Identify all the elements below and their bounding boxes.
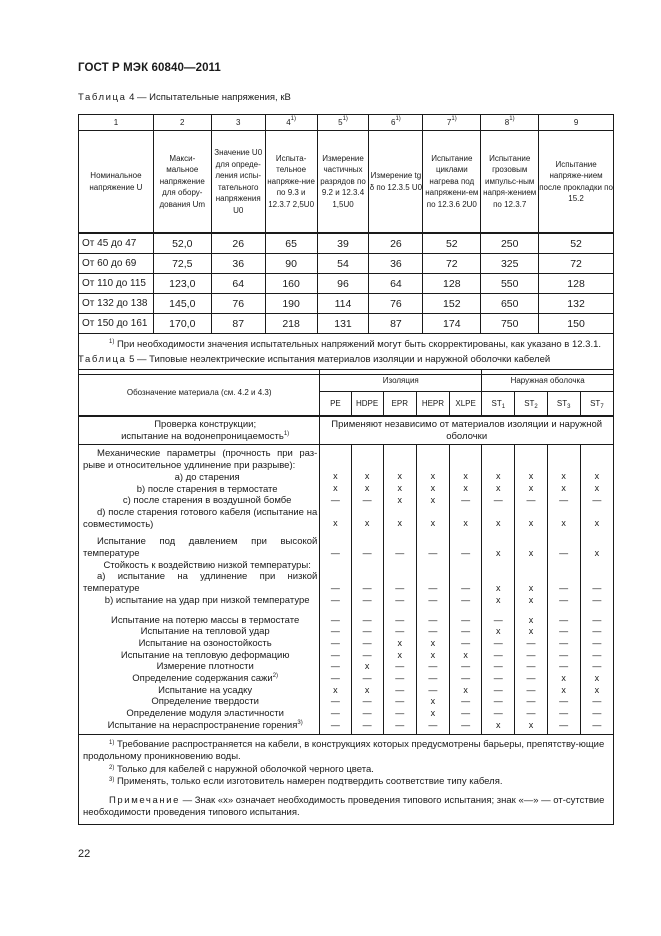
- table-row-construction: [79, 416, 614, 445]
- mark-col-xlpe: x x — x: [450, 445, 482, 532]
- table4-caption: [78, 92, 291, 103]
- header-test-voltage: Испыта-тельное напряже-ние по 9.3 и 12.3.7 2,5U0: [265, 131, 317, 234]
- header-tan-delta: Измерение tg δ по 12.3.5 U0: [369, 131, 423, 234]
- material-st2: $ST_2$: [515, 392, 547, 417]
- table5-caption-title: 5 — Типовые неэлектрические испытания материалов изоляции и наружной оболочки кабелей: [126, 354, 551, 365]
- table-row: От 132 до 138 145,0 76 190 114 76 152 650 132: [79, 294, 614, 314]
- material-pe: PE: [320, 392, 351, 417]
- row-label: Испытание под давлением при высокой температуре Стойкость к воздействию низкой температуры: a) испытание на удлинение при низкой температуре b) испытание на удар при низкой температуре: [79, 532, 320, 608]
- col-number: 2: [153, 115, 211, 131]
- table-row-pressure-lowtemp: Испытание под давлением при высокой температуре Стойкость к воздействию низкой температуры: a) испытание на удлинение при низкой температуре b) испытание на удар при низкой температуре — — — — — — — — — — — — — — — x x x x x x — — — x — —: [79, 532, 614, 608]
- mark-col-epr: x x x x: [383, 445, 416, 532]
- col-number: 5$^{1)}$: [317, 115, 369, 131]
- row-label: Испытание на потерю массы в термостате Испытание на тепловой удар Испытание на озоностойкость Испытание на тепловую деформацию Измерение плотности Определение содержания сажи$^{2)}$ Испытание на усадку Определение твердости Определение модуля эластичности Испытание на нераспространение горения$^{3)}$: [79, 609, 320, 735]
- table5-group-header: [79, 370, 614, 392]
- header-after-installation: Испытание напряже-нием после прокладки по 15.2: [539, 131, 614, 234]
- table5-note: Примечание — Знак «х» означает необходимость проведения типового испытания; знак «—» — от-сутствие необходимости проведения типового испытания.: [83, 794, 605, 819]
- table-row: От 110 до 115 123,0 64 160 96 64 128 550 128: [79, 274, 614, 294]
- table-row-mechanical: [79, 445, 614, 532]
- table5-caption-label: Таблица: [78, 354, 127, 365]
- header-lightning-impulse: Испытание грозовым импульс-ным напря-жением по 12.3.7: [481, 131, 539, 234]
- page-number: 22: [78, 848, 91, 860]
- table4-header-row: [79, 131, 614, 234]
- table4-test-voltages: [78, 114, 614, 375]
- table-row: От 45 до 47 52,0 26 65 39 26 52 250 52: [79, 233, 614, 254]
- material-designation-header: Обозначение материала (см. 4.2 и 4.3): [79, 370, 320, 417]
- header-heating-cycle: Испытание циклами нагрева под напряжени-ем по 12.3.6 2U0: [423, 131, 481, 234]
- footnote-1: $^{1)}$ Требование распространяется на кабели, в конструкциях которых предусмотрены барьеры, препятству-ющие продольному проникновению воды.: [83, 738, 605, 763]
- material-hdpe: HDPE: [351, 392, 383, 417]
- material-st1: $ST_1$: [482, 392, 515, 417]
- mark-col-hepr: x x x x: [416, 445, 449, 532]
- table4-caption-label: Таблица: [78, 92, 127, 103]
- mark-col-hdpe: x x — x: [351, 445, 383, 532]
- header-partial-discharge: Измерение частичных разрядов по 9.2 и 12.3.4 1,5U0: [317, 131, 369, 234]
- header-max-voltage: Макси-мальное напряжение для обору-дования Um: [153, 131, 211, 234]
- col-number: 1: [79, 115, 154, 131]
- table-row: От 150 до 161 170,0 87 218 131 87 174 750 150: [79, 314, 614, 334]
- footnote-2: $^{2)}$ Только для кабелей с наружной оболочкой черного цвета.: [109, 763, 374, 775]
- table5-footnotes-row: [79, 734, 614, 824]
- table-row-misc-tests: Испытание на потерю массы в термостате Испытание на тепловой удар Испытание на озоностойкость Испытание на тепловую деформацию Измерение плотности Определение содержания сажи$^{2)}$ Испытание на усадку Определение твердости Определение модуля эластичности Испытание на нераспространение горения$^{3)}$ — — — — — — x — — — — — — — x — x — — — — — x x — — — — — — — — x x — — — x x — — — — x — — x — — — — x — — — — — — — x x x — — — — — — — x — — — — — x x — — — — — — — — x x — — —: [79, 609, 614, 735]
- row-label: Механические параметры (прочность при раз-рыве и относительное удлинение при разрыве): a) до старения b) после старения в термостате c) после старения в воздушной бомбе d) после старения готового кабеля (испытание на совместимость): [79, 445, 320, 532]
- mark-col-st3: x x — x: [547, 445, 580, 532]
- table4-caption-title: 4 — Испытательные напряжения, кВ: [126, 92, 291, 103]
- document-standard-header: ГОСТ Р МЭК 60840—2011: [78, 62, 221, 74]
- table5-nonelectrical-tests: [78, 369, 614, 825]
- mark-col-st2: x x — x: [515, 445, 547, 532]
- header-u0-value: Значение U0 для опреде-ления испы-тательного напряжения U0: [211, 131, 265, 234]
- mark-col-st7: x x — x: [580, 445, 613, 532]
- material-epr: EPR: [383, 392, 416, 417]
- col-number: 7$^{1)}$: [423, 115, 481, 131]
- mark-col-st1: x x — x: [482, 445, 515, 532]
- table4-column-numbers: [79, 115, 614, 131]
- col-number: 4$^{1)}$: [265, 115, 317, 131]
- insulation-group-header: Изоляция: [320, 370, 482, 392]
- table5-caption: [78, 354, 550, 365]
- sheath-group-header: Наружная оболочка: [482, 370, 614, 392]
- table4-footnote: $^{1)}$ При необходимости значения испытательных напряжений могут быть скорректированы, как указано в 12.3.1.: [79, 334, 614, 375]
- col-number: 8$^{1)}$: [481, 115, 539, 131]
- footnote-3: $^{3)}$ Применять, только если изготовитель намерен подтвердить соответствие типу кабеля.: [109, 776, 503, 788]
- applies-regardless-note: Применяют независимо от материалов изоляции и наружной оболочки: [320, 416, 614, 445]
- col-number: 6$^{1)}$: [369, 115, 423, 131]
- table-row: От 60 до 69 72,5 36 90 54 36 72 325 72: [79, 254, 614, 274]
- material-hepr: HEPR: [416, 392, 449, 417]
- table5-footnotes: [79, 734, 614, 824]
- col-number: 9: [539, 115, 614, 131]
- col-number: 3: [211, 115, 265, 131]
- material-st7: $ST_7$: [580, 392, 613, 417]
- material-st3: $ST_3$: [547, 392, 580, 417]
- row-label: Проверка конструкции; испытание на водонепроницаемость$^{1)}$: [79, 416, 320, 445]
- mark-col-pe: x x — x: [320, 445, 351, 532]
- header-nominal-voltage: Номинальное напряжение U: [79, 131, 154, 234]
- material-xlpe: XLPE: [450, 392, 482, 417]
